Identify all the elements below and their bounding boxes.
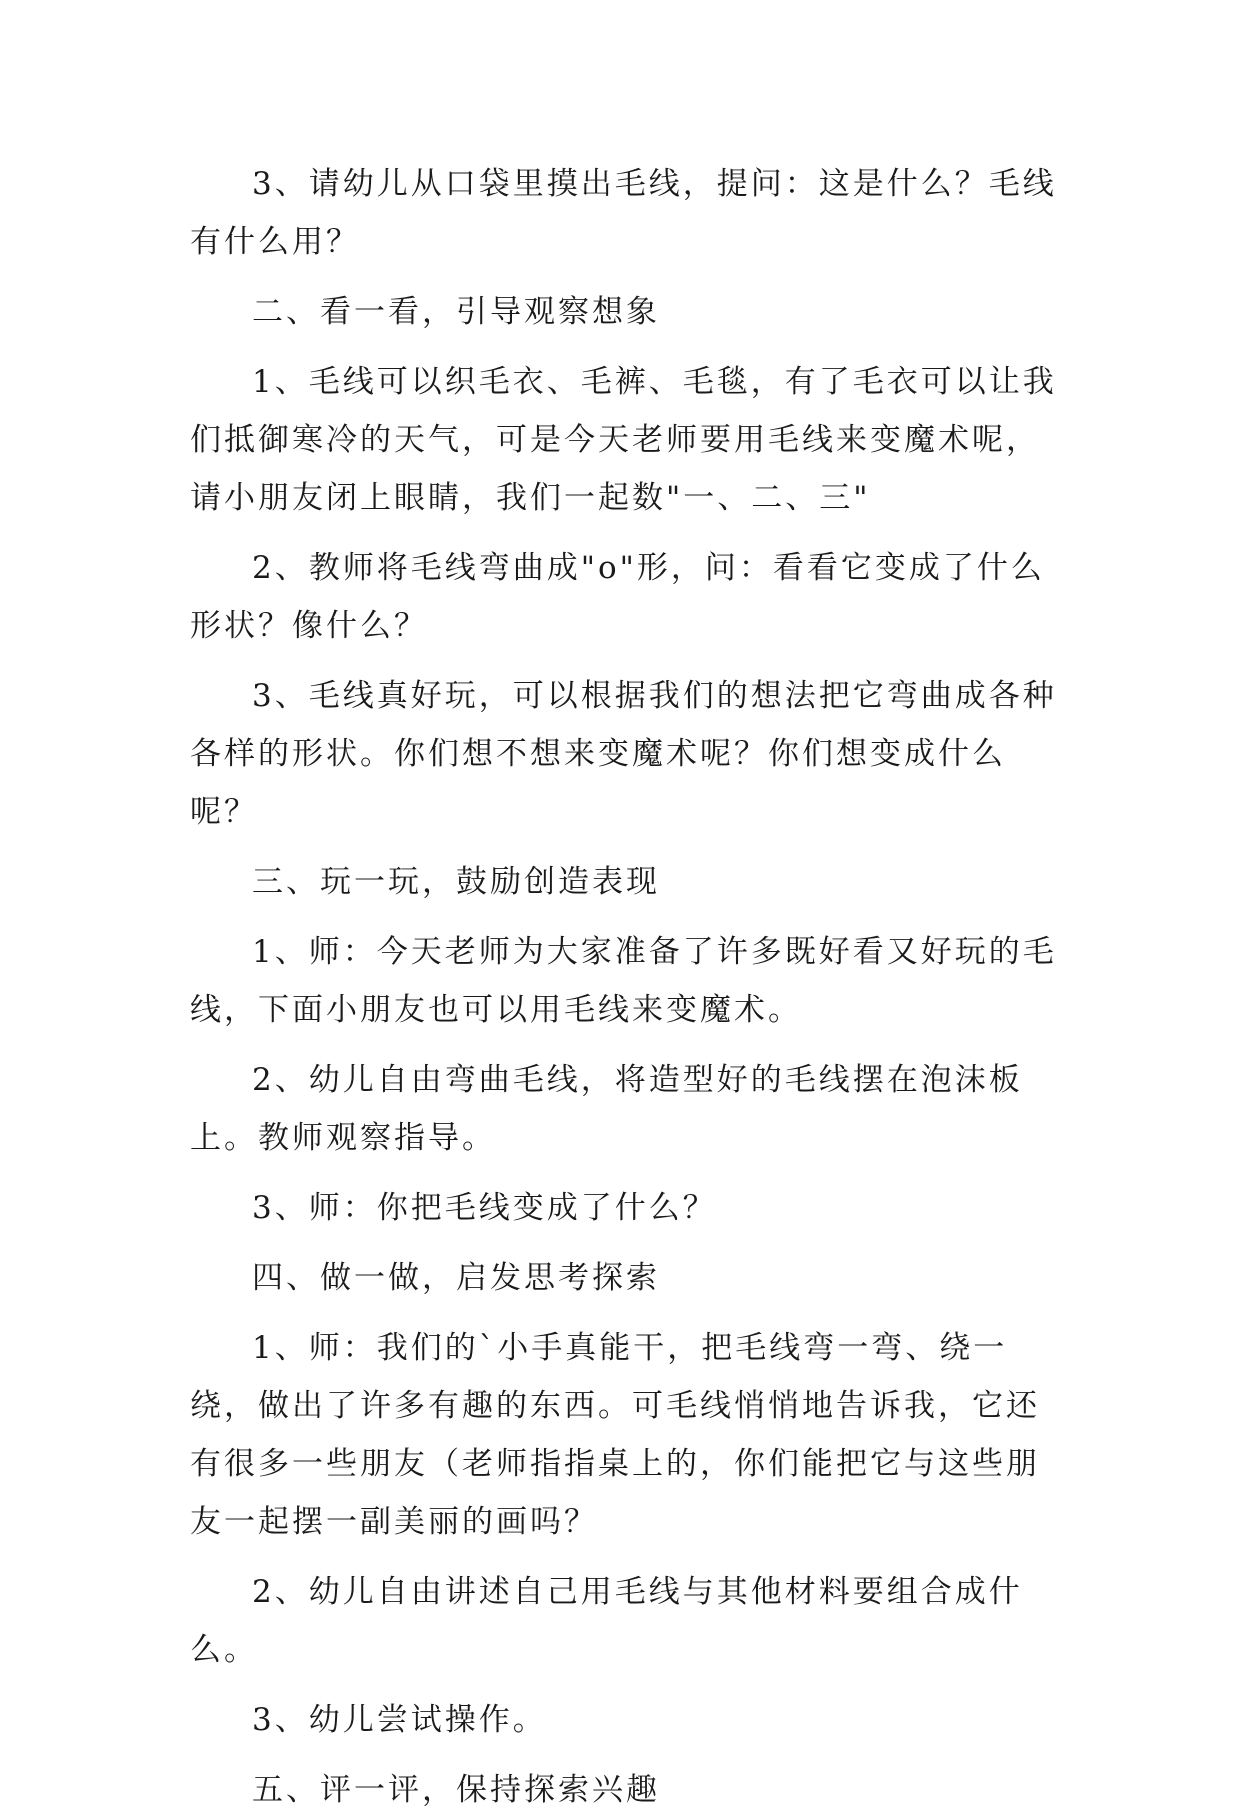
paragraph-9: 3、师：你把毛线变成了什么？ <box>252 1190 717 1226</box>
paragraph-1: 3、请幼儿从口袋里摸出毛线，提问：这是什么？毛线有什么用？ <box>190 166 1057 260</box>
paragraph-5: 3、毛线真好玩，可以根据我们的想法把它弯曲成各种各样的形状。你们想不想来变魔术呢？你们想变成什么呢？ <box>190 678 1057 830</box>
document-body <box>190 155 1070 1819</box>
section-heading-6: 三、玩一玩，鼓励创造表现 <box>252 864 660 900</box>
paragraph-4: 2、教师将毛线弯曲成"o"形，问：看看它变成了什么形状？像什么？ <box>190 550 1045 644</box>
paragraph-12: 2、幼儿自由讲述自己用毛线与其他材料要组合成什么。 <box>190 1574 1023 1668</box>
paragraph-7: 1、师：今天老师为大家准备了许多既好看又好玩的毛线，下面小朋友也可以用毛线来变魔术。 <box>190 934 1057 1028</box>
paragraph-11: 1、师：我们的`小手真能干，把毛线弯一弯、绕一绕，做出了许多有趣的东西。可毛线悄悄地告诉我，它还有很多一些朋友（老师指指桌上的，你们能把它与这些朋友一起摆一副美丽的画吗？ <box>190 1330 1040 1540</box>
paragraph-3: 1、毛线可以织毛衣、毛裤、毛毯，有了毛衣可以让我们抵御寒冷的天气，可是今天老师要用毛线来变魔术呢，请小朋友闭上眼睛，我们一起数"一、二、三" <box>190 364 1057 516</box>
section-heading-10: 四、做一做，启发思考探索 <box>252 1260 660 1296</box>
paragraph-13: 3、幼儿尝试操作。 <box>252 1702 547 1738</box>
paragraph-8: 2、幼儿自由弯曲毛线，将造型好的毛线摆在泡沫板上。教师观察指导。 <box>190 1062 1023 1156</box>
section-heading-2: 二、看一看，引导观察想象 <box>252 294 660 330</box>
section-heading-14: 五、评一评，保持探索兴趣 <box>252 1772 660 1808</box>
